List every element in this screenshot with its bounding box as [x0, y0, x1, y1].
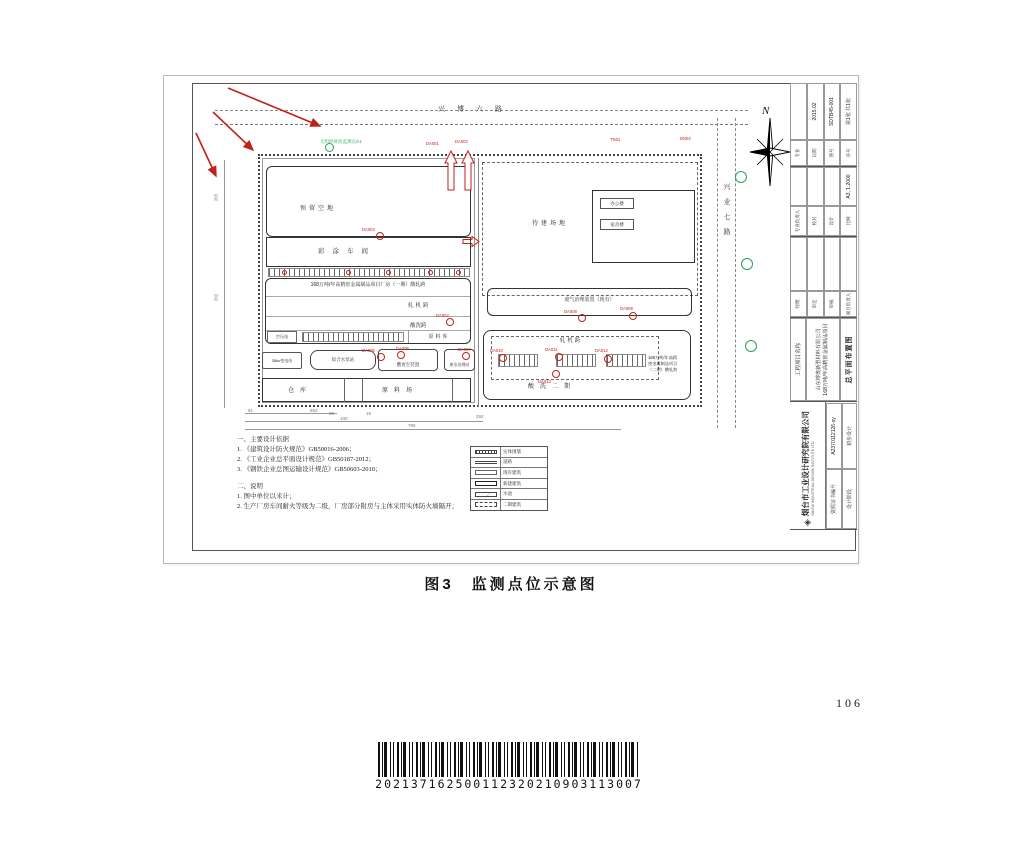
fugitive-emission-note: 无组织排放监测点G1	[320, 139, 363, 144]
legend-symbol-road	[471, 458, 501, 468]
label-reserved-land: 预留空地	[300, 206, 337, 212]
fugitive-monitoring-point	[735, 171, 747, 183]
label-material-yard: 原料场	[382, 388, 419, 394]
monitoring-point	[446, 318, 454, 326]
label-pickling-bay: 酸洗跨	[410, 323, 427, 329]
dimension-value: 99	[329, 411, 335, 416]
scale-label: 比例	[840, 206, 857, 236]
label-raw-store: 原料库	[428, 334, 450, 340]
monitoring-point-label: DA012	[595, 348, 608, 353]
legend-row	[471, 468, 547, 479]
monitoring-point-label: DN04	[680, 136, 691, 141]
label-dormitory: 宿舍楼	[610, 221, 624, 227]
legend-label: 二期建筑	[503, 501, 521, 507]
cert-value: A2370112126-sy	[826, 403, 842, 469]
divider	[362, 378, 363, 402]
dimension-value: 265	[213, 193, 219, 202]
fugitive-monitoring-point	[741, 258, 753, 270]
legend-label: 实体围墙	[503, 448, 521, 454]
legend-symbol-phase2	[471, 500, 501, 510]
legend-symbol-wall	[471, 447, 501, 457]
monitoring-point-label: DA001	[426, 141, 439, 146]
label-paint-shop: 彩涂车间	[318, 248, 376, 255]
monitoring-point	[282, 270, 287, 275]
stage-value: 初步设计	[842, 403, 858, 469]
machinery-row	[268, 268, 470, 277]
label-acid-regeneration: 酸再生装置	[396, 362, 420, 367]
legend-row	[471, 447, 547, 458]
legend-symbol-new	[471, 479, 501, 489]
role-label: 校对	[807, 206, 824, 236]
machinery-row	[302, 332, 404, 342]
dimension-value: 202	[213, 293, 219, 302]
barcode-digits: 202137162500112320210903113007	[375, 777, 643, 791]
dimension-line	[245, 429, 621, 430]
role-value	[824, 167, 841, 206]
monitoring-point-label: DA011	[545, 347, 558, 352]
legend-label: 现有建筑	[503, 469, 521, 475]
monitoring-point-label: DA002	[455, 139, 468, 144]
monitoring-point-label: DA010	[490, 348, 503, 353]
monitoring-point-label: DA009	[620, 306, 633, 311]
label-mill-bay-2: 轧机跨	[559, 338, 583, 344]
role-label: 审核	[824, 291, 841, 317]
monitoring-point	[456, 270, 461, 275]
monitoring-point-label: DA007	[458, 347, 471, 352]
annotation-arrows	[188, 78, 338, 188]
note-line: 2. 生产厂房车间耐火等级为二级，厂房部分附房与主体采用实体防火墙隔开；	[237, 503, 458, 510]
title-block-designers-section	[790, 167, 857, 237]
signature-cell	[824, 237, 841, 291]
dimension-line	[245, 413, 337, 414]
dimension-line	[224, 160, 225, 408]
monitoring-point-label: TN01	[610, 137, 621, 142]
cert-label: 资质证书编号	[826, 469, 842, 529]
stage-label: 设计阶段	[842, 469, 858, 529]
legend-label: 新建建筑	[503, 480, 521, 486]
title-block-company-section	[790, 402, 857, 530]
label-air-station: 空压站	[275, 334, 289, 339]
figure-caption: 图3 监测点位示意图	[424, 576, 598, 593]
label-pickling-phase2: 酸洗二期	[528, 384, 577, 390]
divider	[344, 378, 345, 402]
monitoring-point-label: DA004	[436, 313, 449, 318]
road-label-top: 兴博六路	[438, 106, 514, 113]
field-label: 专业	[790, 140, 807, 166]
dimension-value: 795	[408, 423, 416, 428]
monitoring-point	[462, 352, 470, 360]
role-value	[807, 167, 824, 206]
monitoring-point	[629, 312, 637, 320]
role-label: 经理	[790, 291, 807, 317]
label-phase2-line2: 密金属制品项目	[648, 361, 678, 366]
note-line: 一、主要设计依据	[237, 436, 289, 443]
legend-symbol-pond	[471, 489, 501, 499]
parcel-divider	[478, 158, 479, 407]
label-existing-device: 废气治理装置（现有）	[564, 297, 615, 303]
company-header	[790, 402, 826, 529]
note-line: 2. 《工业企业总平面设计规范》GB50187-2012；	[237, 456, 375, 463]
project-owner: 山东博奥新型材料有限公司	[816, 328, 822, 391]
note-line: 1. 《建筑设计防火规范》GB50016-2006；	[237, 446, 356, 453]
monitoring-point	[346, 270, 351, 275]
role-value	[790, 167, 807, 206]
field-label: 图号	[824, 140, 841, 166]
title-block-header-section	[790, 83, 857, 167]
label-pending-site: 待建场地	[532, 221, 569, 227]
label-phase2-line1: 168万吨/年高精	[648, 355, 678, 360]
label-pump-station: 综合水泵站	[331, 357, 355, 362]
flow-arrow-icon	[463, 236, 480, 247]
road-label-right: 兴业七路	[723, 183, 730, 243]
monitoring-point	[376, 232, 384, 240]
signature-cell	[840, 237, 857, 291]
monitoring-point-label: DA005	[362, 348, 375, 353]
monitoring-point	[604, 355, 612, 363]
monitoring-point-label: DA013	[538, 379, 551, 384]
legend-row	[471, 500, 547, 510]
machinery-cluster	[606, 354, 646, 367]
field-value	[790, 83, 807, 140]
legend-row	[471, 489, 547, 500]
project-title: 168万吨/年高精密金属制品项目	[823, 323, 829, 396]
label-warehouse: 仓库	[288, 388, 313, 394]
barcode	[378, 742, 640, 777]
road-line	[735, 118, 736, 428]
date-value: 2015.02	[807, 83, 824, 140]
role-label: 设计	[824, 206, 841, 236]
dimension-line	[245, 421, 483, 422]
monitoring-point	[397, 351, 405, 359]
dimension-value: 100	[340, 416, 348, 421]
project-name-label: 工程项目名称	[790, 318, 806, 401]
monitoring-point	[578, 314, 586, 322]
label-phase1-workshop: 168万吨/年高精密金属制品项目厂房（一期）酸轧跨	[310, 282, 426, 288]
dimension-value: 15	[366, 411, 372, 416]
company-cert-grid	[826, 402, 857, 529]
monitoring-point-label: DA006	[396, 346, 409, 351]
monitoring-point	[499, 354, 507, 362]
label-phase2-line3: （二期）酸轧跨	[648, 367, 678, 372]
fugitive-monitoring-point	[745, 340, 757, 352]
company-name-en: YANTAI INDUSTRIAL DESIGN INSTITUTE LTD.	[811, 440, 815, 517]
note-line: 1. 图中单位以米计；	[237, 493, 296, 500]
title-block-approvals-section	[790, 237, 857, 318]
company-name: 烟台市工业设计研究院有限公司	[801, 411, 810, 517]
north-label: N	[762, 105, 770, 117]
legend-label: 水池	[503, 491, 512, 497]
dimension-value: 292	[476, 414, 484, 419]
monitoring-point	[555, 353, 563, 361]
monitoring-point	[377, 353, 385, 361]
fugitive-monitoring-point	[325, 143, 334, 152]
scale-value: A3, 1:2000	[840, 167, 857, 206]
field-label: 日期	[807, 140, 824, 166]
role-label: 项目负责人	[840, 291, 857, 317]
title-block	[790, 83, 857, 530]
sheet-number: 第1张 共1张	[840, 83, 857, 140]
stack-arrow-icons	[444, 149, 476, 191]
field-label: 序号	[840, 140, 857, 166]
divider	[266, 296, 470, 297]
north-arrow-icon	[744, 102, 796, 186]
label-wastewater-station: 废水处理站	[449, 362, 470, 367]
legend-row	[471, 479, 547, 490]
road-line	[717, 118, 718, 428]
monitoring-point	[552, 370, 560, 378]
dimension-value: 852	[310, 408, 318, 413]
role-label: 专业负责人	[790, 206, 807, 236]
legend-symbol-existing	[471, 468, 501, 478]
label-office: 办公楼	[610, 200, 624, 206]
signature-cell	[807, 237, 824, 291]
drawing-number: SDTB45-001	[824, 83, 841, 140]
company-logo-icon: ◈	[802, 519, 812, 526]
dimension-value: 81	[248, 408, 254, 413]
page-number: 106	[836, 696, 863, 710]
signature-cell	[790, 237, 807, 291]
drawing-title: 总平面布置图	[840, 318, 857, 401]
legend-label: 道路	[503, 459, 512, 465]
divider	[452, 378, 453, 402]
legend	[470, 446, 548, 511]
monitoring-point-label: DA008	[564, 309, 577, 314]
label-mill-bay: 轧机跨	[408, 303, 431, 309]
title-block-project-section	[790, 318, 857, 402]
role-label: 审定	[807, 291, 824, 317]
legend-row	[471, 458, 547, 469]
monitoring-point	[386, 270, 391, 275]
label-substation: 35kv变电站	[271, 357, 293, 363]
monitoring-point	[428, 270, 433, 275]
note-line: 二、说明	[237, 483, 263, 490]
note-line: 3. 《钢铁企业总图运输设计规范》GB50603-2010；	[237, 466, 382, 473]
monitoring-point-label: DA003	[362, 227, 375, 232]
project-name-value	[806, 318, 840, 401]
